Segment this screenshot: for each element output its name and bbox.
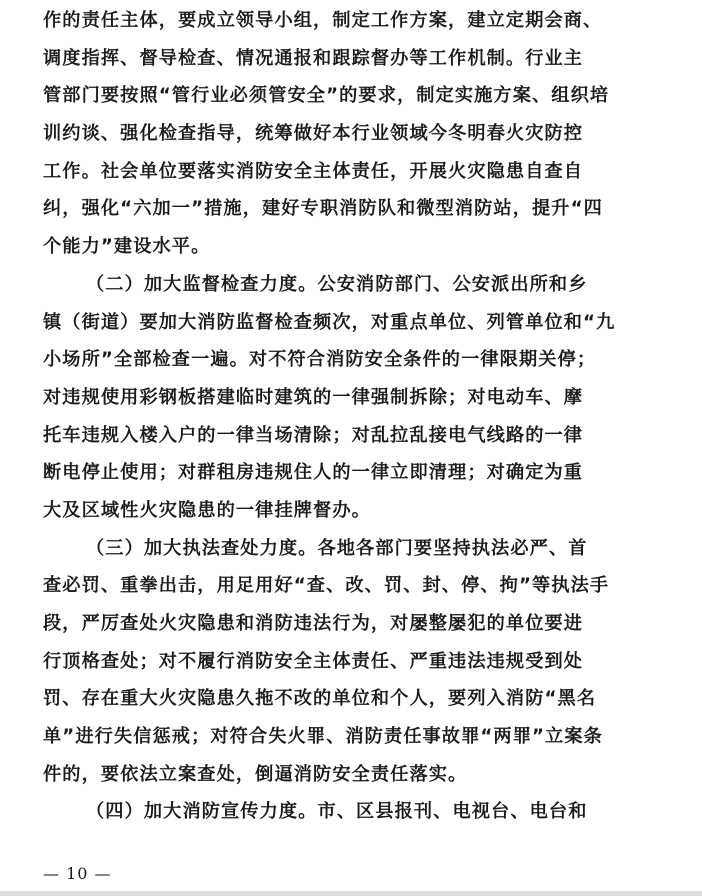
text-line: 小场所”全部检查一遍。对不符合消防安全条件的一律限期关停；: [43, 349, 597, 371]
paragraph-first-line: （二）加大监督检查力度。公安消防部门、公安派出所和乡: [86, 273, 588, 295]
text-line: 托车违规入楼入户的一律当场清除；对乱拉乱接电气线路的一律: [43, 424, 584, 446]
paragraph-first-line: （三）加大执法查处力度。各地各部门要坚持执法必严、首: [86, 537, 588, 559]
text-line: 纠，强化“六加一”措施，建好专职消防队和微型消防站，提升“四: [43, 198, 603, 220]
text-line: 断电停止使用；对群租房违规住人的一律立即清理；对确定为重: [43, 462, 584, 484]
text-line: 调度指挥、督导检查、情况通报和跟踪督办等工作机制。行业主: [43, 47, 584, 69]
paragraph-first-line: （四）加大消防宣传力度。市、区县报刊、电视台、电台和: [86, 801, 588, 823]
page-number: — 10 —: [43, 864, 112, 883]
text-line: 镇（街道）要加大消防监督检查频次，对重点单位、列管单位和“九: [43, 311, 616, 333]
text-line: 行顶格查处；对不履行消防安全主体责任、严重违法违规受到处: [43, 650, 584, 672]
viewer-bottom-edge: [0, 891, 702, 896]
text-line: 大及区域性火灾隐患的一律挂牌督办。: [43, 499, 371, 521]
text-line: 对违规使用彩钢板搭建临时建筑的一律强制拆除；对电动车、摩: [43, 386, 584, 408]
text-line: 工作。社会单位要落实消防安全主体责任，开展火灾隐患自查自: [43, 160, 584, 182]
text-line: 查必罚、重拳出击，用足用好“查、改、罚、封、停、拘”等执法手: [43, 575, 610, 597]
text-line: 单”进行失信惩戒；对符合失火罪、消防责任事故罪“两罪”立案条: [43, 726, 603, 748]
text-line: 罚、存在重大火灾隐患久拖不改的单位和个人，要列入消防“黑名: [43, 688, 597, 710]
text-line: 作的责任主体，要成立领导小组，制定工作方案，建立定期会商、: [43, 10, 603, 31]
text-line: 管部门要按照“管行业必须管安全”的要求，制定实施方案、组织培: [43, 85, 610, 107]
document-body: [43, 2, 668, 831]
text-line: 件的，要依法立案查处，倒逼消防安全责任落实。: [43, 763, 468, 785]
text-line: 训约谈、强化检查指导，统筹做好本行业领域今冬明春火灾防控: [43, 123, 584, 145]
text-line: 个能力”建设水平。: [43, 236, 211, 258]
text-line: 段，严厉查处火灾隐患和消防违法行为，对屡整屡犯的单位要进: [43, 613, 584, 634]
